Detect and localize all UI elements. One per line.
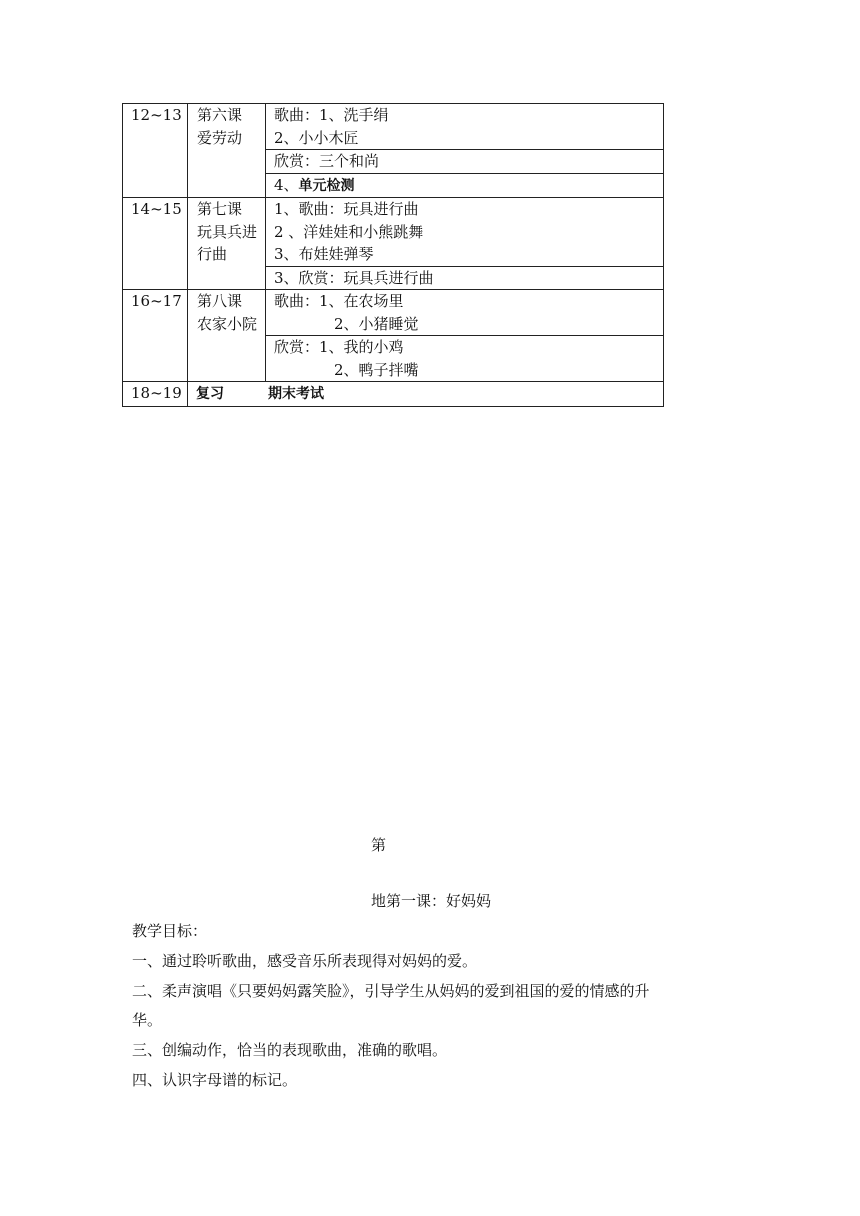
lesson-cell (188, 104, 266, 198)
lesson-number: 第六课 (197, 106, 243, 124)
section-mark: 第 (371, 836, 387, 854)
song-item: 2、小小木匠 (274, 128, 359, 147)
week-cell (123, 104, 188, 198)
table-row (123, 382, 664, 407)
week-cell (123, 290, 188, 382)
content-cell (266, 290, 664, 336)
week-cell (123, 198, 188, 290)
final-exam-label: 期末考试 (268, 386, 324, 402)
week-label: 14~15 (131, 200, 182, 218)
lesson-number: 第八课 (197, 292, 243, 310)
item-prefix: 4、 (274, 175, 299, 194)
content-cell (266, 150, 664, 174)
week-label: 12~13 (131, 106, 182, 124)
lesson-name: 爱劳动 (197, 128, 243, 147)
goal-item: 一、通过聆听歌曲，感受音乐所表现得对妈妈的爱。 (132, 952, 478, 970)
goal-item: 三、创编动作，恰当的表现歌曲，准确的歌唱。 (132, 1041, 448, 1059)
lesson-name: 行曲 (197, 245, 228, 263)
unit-test-label: 单元检测 (298, 177, 355, 194)
content-cell (266, 173, 664, 198)
content-cell (266, 266, 664, 290)
table-row (123, 104, 664, 150)
song-item: 2 、洋娃娃和小熊跳舞 (274, 222, 424, 241)
song-item: 2、小猪睡觉 (334, 314, 419, 333)
goals-heading: 教学目标： (132, 922, 208, 940)
lesson-cell (188, 198, 266, 290)
song-item: 歌曲：1、洗手绢 (274, 106, 389, 124)
lesson-cell (188, 290, 266, 382)
review-cell (188, 382, 664, 407)
week-label: 16~17 (131, 292, 182, 310)
content-cell (266, 336, 664, 382)
lesson-name: 农家小院 (197, 314, 258, 333)
appreciation-item: 欣赏：三个和尚 (274, 152, 380, 170)
table-row (123, 198, 664, 267)
content-cell (266, 104, 664, 150)
goal-item: 四、认识字母谱的标记。 (132, 1071, 298, 1089)
review-label: 复习 (196, 386, 224, 402)
table-row (123, 290, 664, 336)
schedule-table (122, 103, 664, 407)
lesson-number: 第七课 (197, 200, 243, 218)
song-item: 3、布娃娃弹琴 (274, 245, 374, 263)
goal-item: 二、柔声演唱《只要妈妈露笑脸》，引导学生从妈妈的爱到祖国的爱的情感的升 (132, 982, 650, 1000)
appreciation-item: 2、鸭子拌嘴 (334, 360, 419, 379)
lesson-name: 玩具兵进 (197, 222, 258, 241)
content-cell (266, 198, 664, 267)
song-item: 1、歌曲：玩具进行曲 (274, 200, 419, 218)
lesson-title: 地第一课：好妈妈 (371, 892, 492, 910)
appreciation-item: 3、欣赏：玩具兵进行曲 (274, 268, 434, 287)
appreciation-item: 欣赏：1、我的小鸡 (274, 338, 404, 356)
goal-item-continuation: 华。 (132, 1011, 163, 1029)
week-label: 18~19 (131, 384, 182, 402)
song-item: 歌曲：1、在农场里 (274, 292, 404, 310)
week-cell (123, 382, 188, 407)
